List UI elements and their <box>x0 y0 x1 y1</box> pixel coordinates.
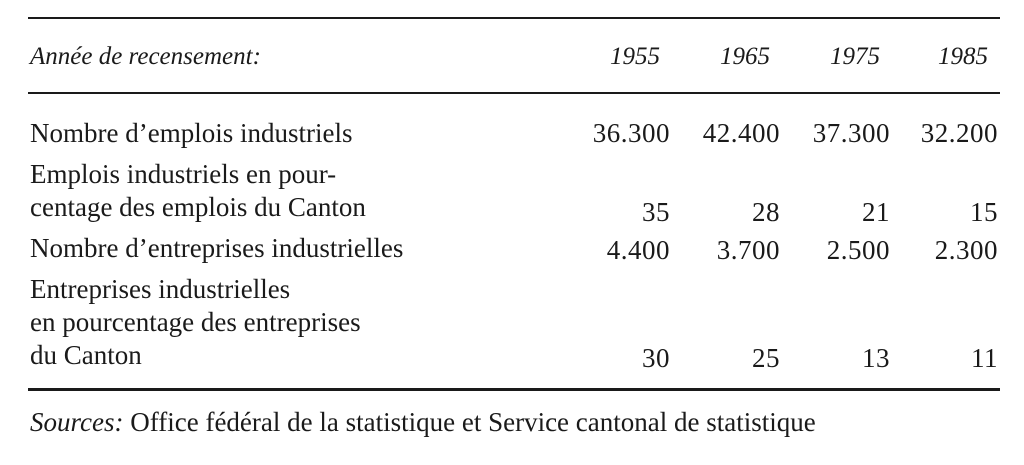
year-header-1975: 1975 <box>830 43 880 70</box>
cell-pct-emplois-1975: 21 <box>862 197 890 227</box>
cell-emplois-1985: 32.200 <box>920 118 998 148</box>
cell-pct-entreprises-1965: 25 <box>752 343 780 373</box>
sources-note <box>30 406 816 438</box>
cell-entreprises-1965: 3.700 <box>716 235 780 265</box>
year-header-1985: 1985 <box>938 43 988 70</box>
sources-label: Sources: <box>30 407 124 437</box>
cell-entreprises-1975: 2.500 <box>826 235 890 265</box>
sources-text: Office fédéral de la statistique et Service cantonal de statistique <box>123 407 816 437</box>
cell-pct-emplois-1965: 28 <box>752 197 780 227</box>
cell-entreprises-1955: 4.400 <box>606 235 670 265</box>
cell-emplois-1955: 36.300 <box>592 118 670 148</box>
cell-emplois-1965: 42.400 <box>702 118 780 148</box>
row-label-pct-emplois-line2: centage des emplois du Canton <box>30 192 366 222</box>
year-header-1965: 1965 <box>720 43 770 70</box>
row-label-pct-emplois-line1: Emplois industriels en pour- <box>30 159 337 189</box>
row-label-emplois: Nombre d’emplois industriels <box>30 118 353 148</box>
cell-pct-entreprises-1985: 11 <box>971 343 998 373</box>
table-bottom-rule <box>28 388 1000 391</box>
table-top-rule <box>28 17 1000 19</box>
cell-pct-emplois-1955: 35 <box>642 197 670 227</box>
statistics-table <box>28 0 1000 465</box>
cell-pct-emplois-1985: 15 <box>970 197 998 227</box>
row-label-pct-entreprises-line3: du Canton <box>30 340 142 370</box>
cell-entreprises-1985: 2.300 <box>934 235 998 265</box>
row-label-pct-entreprises-line1: Entreprises industrielles <box>30 274 291 304</box>
row-label-entreprises: Nombre d’entreprises industrielles <box>30 233 404 263</box>
header-label: Année de recensement: <box>30 43 261 70</box>
cell-pct-entreprises-1975: 13 <box>862 343 890 373</box>
year-header-1955: 1955 <box>610 43 660 70</box>
row-label-pct-entreprises-line2: en pourcentage des entreprises <box>30 307 361 337</box>
cell-pct-entreprises-1955: 30 <box>642 343 670 373</box>
cell-emplois-1975: 37.300 <box>812 118 890 148</box>
table-header-rule <box>28 92 1000 94</box>
